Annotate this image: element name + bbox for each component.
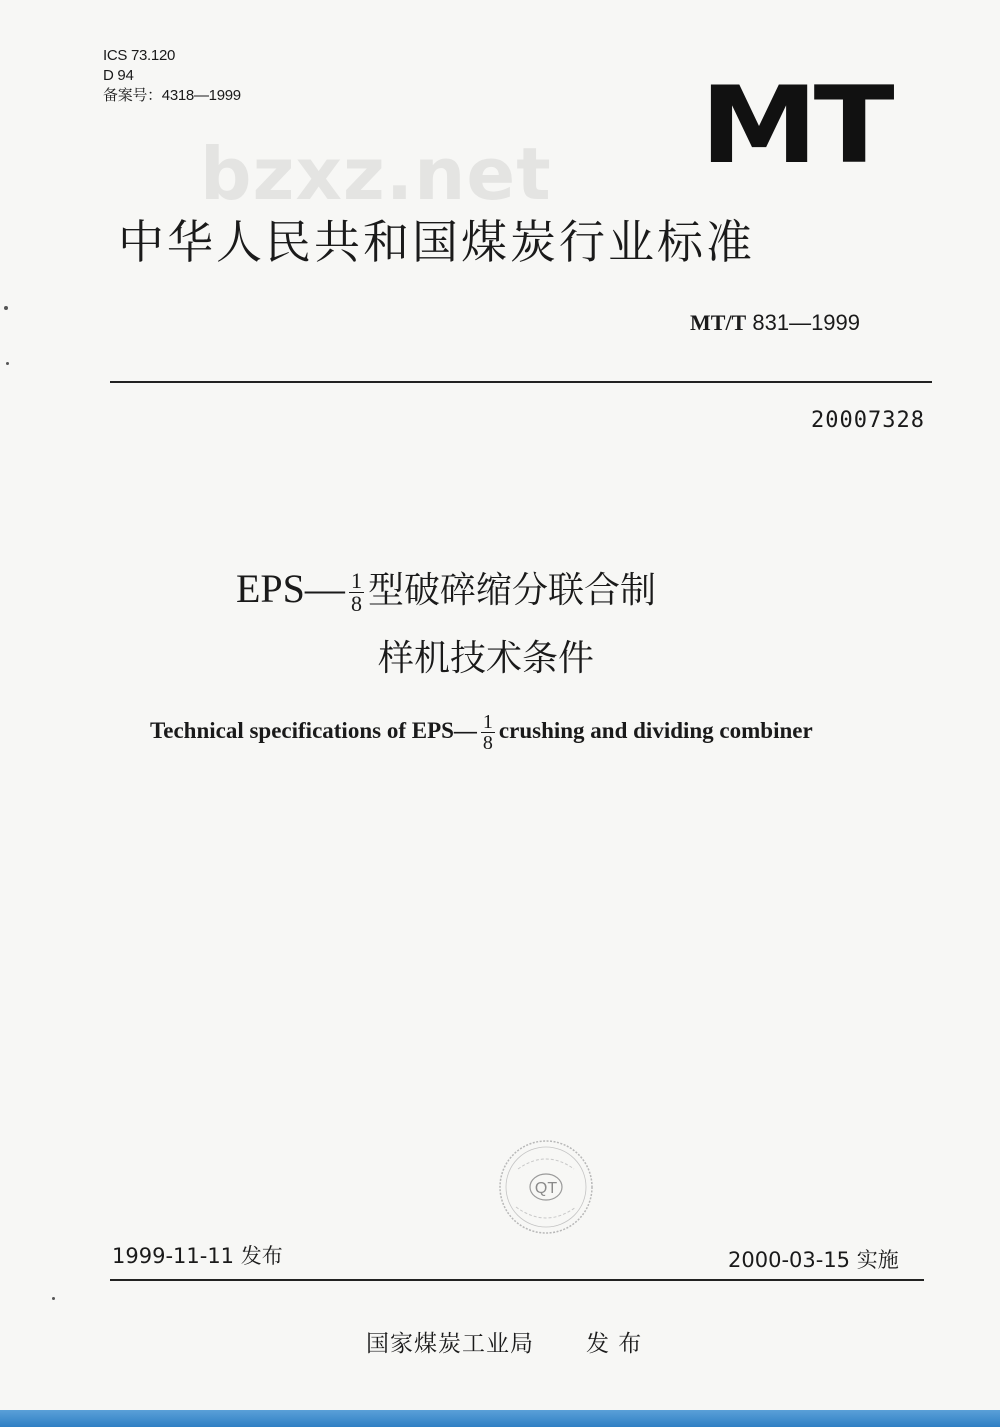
scan-speck bbox=[4, 306, 8, 310]
title-zh-line1 bbox=[236, 566, 656, 615]
issuer-action: 发 布 bbox=[586, 1331, 643, 1357]
standard-code-prefix: MT/T bbox=[690, 310, 747, 335]
classification-block bbox=[103, 46, 241, 106]
title-en bbox=[150, 712, 813, 753]
title-zh-prefix: EPS— bbox=[236, 566, 345, 611]
ccs-code: D 94 bbox=[103, 67, 134, 84]
header-divider bbox=[110, 381, 932, 383]
standard-code-number: 831—1999 bbox=[752, 310, 861, 335]
standard-code bbox=[690, 310, 860, 336]
accession-number: 20007328 bbox=[811, 408, 925, 433]
fraction-denominator: 8 bbox=[350, 590, 362, 616]
ics-code: ICS 73.120 bbox=[103, 47, 176, 64]
issuer-line bbox=[366, 1325, 642, 1358]
viewer-bottom-bar bbox=[0, 1410, 1000, 1427]
fraction-numerator: 1 bbox=[350, 567, 362, 593]
mt-logo: MT bbox=[700, 64, 891, 187]
standard-category-title: 中华人民共和国煤炭行业标准 bbox=[118, 215, 755, 269]
title-zh-line2: 样机技术条件 bbox=[378, 638, 595, 679]
title-zh-line1-rest: 型破碎缩分联合制 bbox=[367, 570, 656, 611]
issue-date: 1999-11-11 发布 bbox=[112, 1244, 283, 1268]
fraction-numerator: 1 bbox=[482, 711, 493, 733]
seal-center-text: QT bbox=[534, 1180, 558, 1197]
watermark: bzxz.net bbox=[200, 132, 552, 216]
scan-speck bbox=[6, 362, 9, 365]
effective-date: 2000-03-15 实施 bbox=[728, 1248, 899, 1272]
filing-number: 备案号：4318—1999 bbox=[103, 87, 241, 104]
title-en-fraction bbox=[481, 712, 495, 753]
footer-divider bbox=[110, 1279, 924, 1281]
title-zh-fraction bbox=[349, 567, 364, 616]
publisher-seal bbox=[498, 1139, 594, 1235]
scan-speck bbox=[52, 1297, 55, 1300]
title-en-suffix: crushing and dividing combiner bbox=[498, 717, 813, 743]
fraction-denominator: 8 bbox=[482, 732, 493, 754]
title-en-prefix: Technical specifications of EPS— bbox=[150, 717, 477, 743]
issuer-org: 国家煤炭工业局 bbox=[366, 1331, 534, 1357]
